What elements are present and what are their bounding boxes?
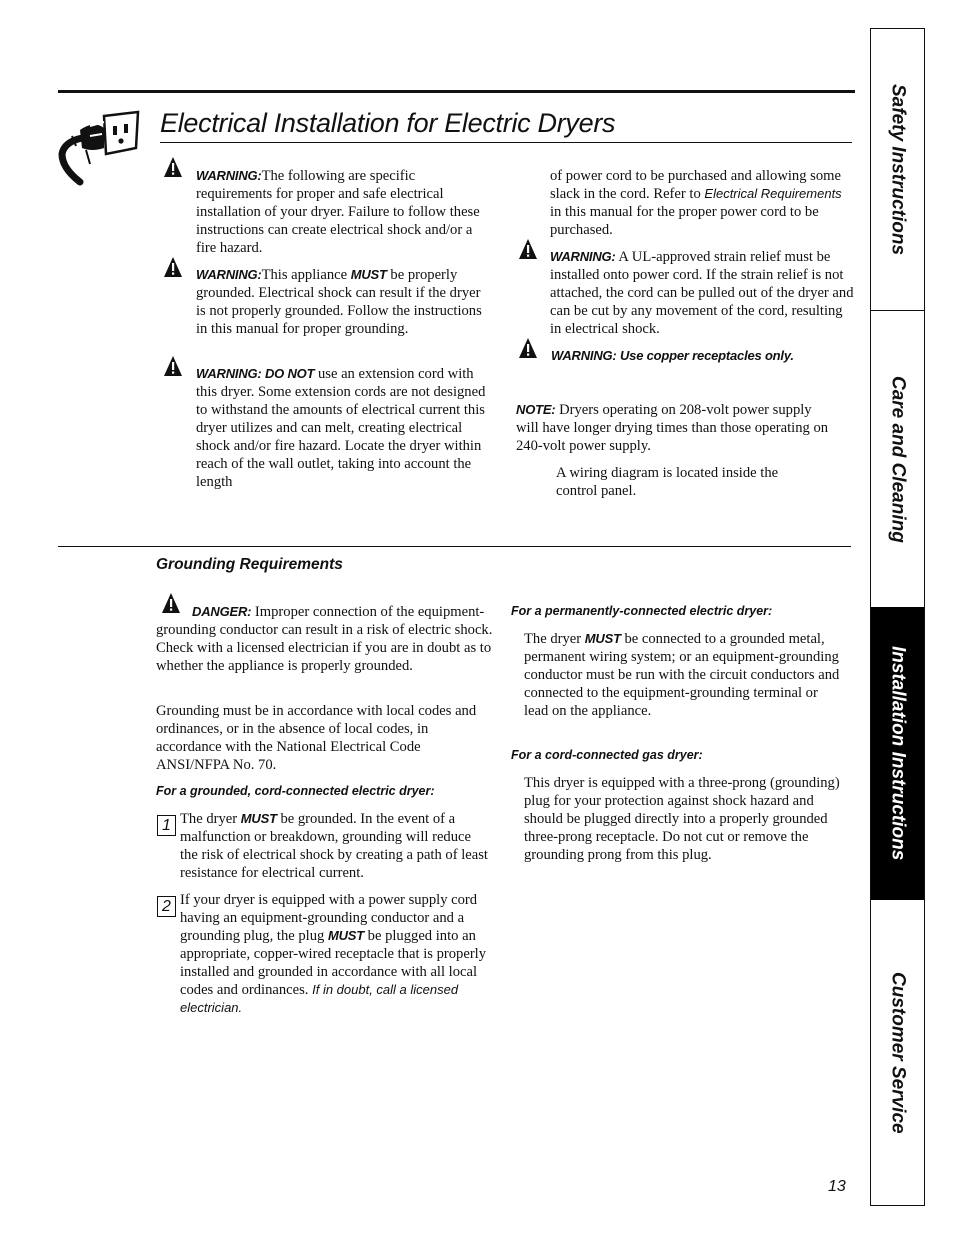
warning-copper: WARNING: Use copper receptacles only. — [551, 348, 794, 363]
must-emphasis: MUST — [350, 267, 387, 282]
warning-icon — [163, 256, 183, 278]
subheading-gas: For a cord-connected gas dryer: — [511, 748, 703, 762]
subheading-permanent: For a permanently-connected electric dryer: — [511, 604, 773, 618]
must-emphasis: MUST — [240, 811, 277, 826]
subheading-cord-electric: For a grounded, cord-connected electric dryer: — [156, 784, 435, 798]
warning-label: WARNING: — [550, 249, 616, 264]
warning-icon — [518, 238, 538, 260]
warning-text: use an extension cord with this dryer. Some extension cords are not designed to withstand the amounts of electrical current this dryer utilizes and can melt, creating electrical shock and/or fire hazard. Locate the dryer within reach of the wall outlet, taking into account the length — [196, 366, 486, 490]
step-2-text — [180, 891, 492, 1017]
must-emphasis: MUST — [584, 631, 621, 646]
step-text: be grounded. In the event of a malfunction or breakdown, grounding will reduce the risk of electrical shock by creating a path of least resistance for electrical current. — [180, 811, 488, 881]
page-number: 13 — [828, 1178, 846, 1195]
permanent-paragraph — [524, 630, 844, 720]
must-emphasis: MUST — [327, 928, 364, 943]
warning-label: WARNING: — [196, 267, 262, 282]
tab-customer-service[interactable] — [871, 900, 924, 1205]
paragraph-text: in this manual for the proper power cord to be purchased. — [550, 204, 819, 238]
danger-paragraph — [156, 603, 494, 675]
step-number-1: 1 — [157, 815, 176, 836]
note-wiring-diagram: A wiring diagram is located inside the control panel. — [556, 465, 779, 499]
section-sidebar — [870, 28, 925, 1206]
warning-icon — [163, 355, 183, 377]
warning-grounding — [196, 266, 492, 338]
title-rule — [160, 142, 852, 143]
tab-safety-instructions[interactable] — [871, 29, 924, 311]
warning-label: WARNING: — [196, 168, 262, 183]
top-rule — [58, 90, 855, 93]
section-rule — [58, 546, 851, 547]
danger-text: Improper connection of the equipment-grounding conductor can result in a risk of electric shock. Check with a licensed electrician if you are in doubt as to whether the appliance is properly grounded. — [156, 604, 493, 674]
note-voltage — [516, 401, 836, 455]
warning-general — [196, 167, 492, 257]
tab-label: Customer Service — [887, 971, 909, 1134]
step-text: If your dryer is equipped with a power supply cord having an equipment-grounding conductor and a grounding plug, the plug — [180, 892, 478, 944]
tab-care-and-cleaning[interactable] — [871, 311, 924, 607]
warning-strain-relief — [550, 248, 854, 338]
note-text: Dryers operating on 208-volt power supply will have longer drying times than those operating on 240-volt power supply. — [516, 402, 829, 454]
warning-label: WARNING: DO NOT — [196, 366, 315, 381]
tab-label: Installation Instructions — [887, 646, 909, 861]
note-label: NOTE: — [516, 402, 556, 417]
paragraph-text: be connected to a grounded metal, permanent wiring system; or an equipment-grounding conductor must be run with the circuit conductors and connected to the equipment-grounding terminal or lead on the appliance. — [524, 631, 840, 719]
warning-text: This appliance — [261, 267, 351, 283]
gas-paragraph: This dryer is equipped with a three-prong (grounding) plug for your protection against shock hazard and should be plugged directly into a properly grounded three-prong receptacle. Do not cut or remove the grounding prong from this plug. — [524, 775, 840, 863]
step-number-2: 2 — [157, 896, 176, 917]
grounding-code-paragraph: Grounding must be in accordance with local codes and ordinances, or in the absence of local codes, in accordance with the National Electrical Code ANSI/NFPA No. 70. — [156, 703, 477, 773]
continued-paragraph — [550, 167, 850, 239]
danger-label: DANGER: — [192, 604, 252, 619]
step-1-text — [180, 810, 490, 882]
plug-outlet-icon — [56, 108, 142, 188]
paragraph-text: The dryer — [524, 631, 585, 647]
page-title: Electrical Installation for Electric Dryers — [160, 108, 616, 138]
tab-label: Safety Instructions — [887, 83, 909, 256]
paragraph-text: of power cord to be purchased and allowing some slack in the cord. Refer to — [550, 168, 841, 202]
warning-icon — [518, 337, 538, 359]
warning-text: A UL-approved strain relief must be installed onto power cord. If the strain relief is not attached, the cord can be pulled out of the dryer and can be cut by any movement of the cord, resulting in electrical shock. — [550, 249, 854, 337]
warning-extension-cord — [196, 365, 492, 491]
warning-text: be properly grounded. Electrical shock can result if the dryer is not properly grounded. Follow the instructions in this manual for proper grounding. — [196, 267, 482, 337]
section-reference: Electrical Requirements — [704, 186, 842, 201]
electrician-advice: If in doubt, call a licensed electrician. — [180, 982, 459, 1015]
tab-label: Care and Cleaning — [887, 375, 909, 543]
warning-text: The following are specific requirements for proper and safe electrical installation of your dryer. Failure to follow these instructions can create electrical shock and/or a fire hazard. — [196, 168, 480, 256]
warning-icon — [163, 156, 183, 178]
step-text: be plugged into an appropriate, copper-wired receptacle that is properly installed and grounded in accordance with all local codes and ordinances. — [180, 928, 487, 998]
step-text: The dryer — [180, 811, 241, 827]
tab-installation-instructions[interactable] — [871, 607, 924, 900]
section-heading: Grounding Requirements — [156, 556, 343, 573]
